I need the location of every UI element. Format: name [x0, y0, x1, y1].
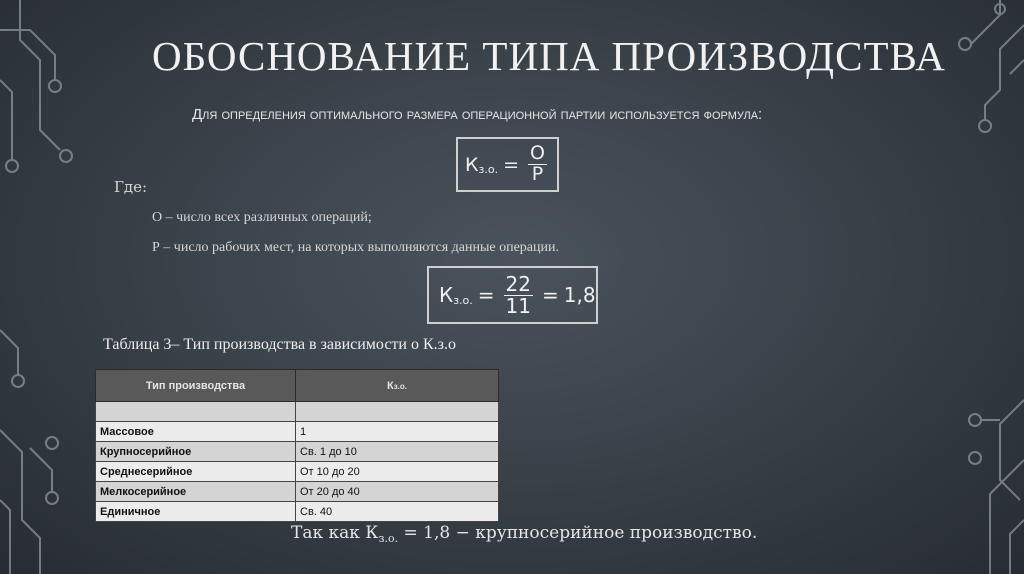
formula-lhs: К — [465, 153, 479, 176]
table-cell — [96, 402, 296, 422]
formula-subscript: з.о. — [453, 293, 473, 307]
table-cell: От 10 до 20 — [296, 462, 499, 482]
table-row — [96, 402, 499, 422]
table-header-type: Тип производства — [96, 370, 296, 402]
table-header-coefficient — [296, 370, 499, 402]
production-type-table — [95, 369, 499, 522]
formula-numerator: 22 — [505, 271, 531, 296]
table-cell: От 20 до 40 — [296, 482, 499, 502]
formula-denominator: 11 — [505, 293, 531, 318]
table-row — [96, 482, 499, 502]
table-row — [96, 502, 499, 522]
formula-equals: = — [503, 153, 519, 176]
table-row — [96, 442, 499, 462]
definition-p: Р – число рабочих мест, на которых выполняются данные операции. — [152, 240, 559, 255]
formula-equals-second: = — [542, 283, 559, 307]
table-cell: Св. 40 — [296, 502, 499, 522]
definition-o: О – число всех различных операций; — [152, 210, 372, 225]
formula-fraction — [504, 271, 533, 318]
table-cell: Массовое — [96, 422, 296, 442]
table-cell: Крупносерийное — [96, 442, 296, 462]
formula-denominator: Р — [531, 163, 544, 185]
formula-numerator: О — [530, 142, 545, 165]
formula-subscript: з.о. — [478, 163, 499, 176]
table-cell — [296, 402, 499, 422]
formula-box-calculation — [427, 266, 598, 324]
table-cell: Св. 1 до 10 — [296, 442, 499, 462]
formula-fraction — [528, 144, 547, 185]
table-cell: 1 — [296, 422, 499, 442]
conclusion-text — [291, 523, 757, 543]
header-k: К — [386, 379, 394, 392]
formula-result: 1,8 — [563, 283, 596, 307]
table-cell: Мелкосерийное — [96, 482, 296, 502]
table-cell: Единичное — [96, 502, 296, 522]
table-caption: Таблица 3– Тип производства в зависимости о К.з.о — [103, 336, 456, 353]
formula-lhs: К — [439, 283, 454, 307]
conclusion-subscript: з.о. — [378, 532, 399, 545]
formula-box-definition — [456, 137, 559, 192]
table-cell: Среднесерийное — [96, 462, 296, 482]
table-header-row — [96, 370, 499, 402]
slide-subtitle: Для определения оптимального размера операционной партии используется формула: — [192, 106, 763, 123]
conclusion-rest: = 1,8 − крупносерийное производство. — [398, 523, 758, 543]
header-k-subscript: з.о. — [393, 381, 408, 391]
where-label: Где: — [114, 178, 148, 196]
slide-title: ОБОСНОВАНИЕ ТИПА ПРОИЗВОДСТВА — [152, 33, 946, 79]
conclusion-prefix: Так как К — [291, 523, 379, 543]
table-row — [96, 422, 499, 442]
table-row — [96, 462, 499, 482]
formula-equals: = — [477, 283, 495, 307]
